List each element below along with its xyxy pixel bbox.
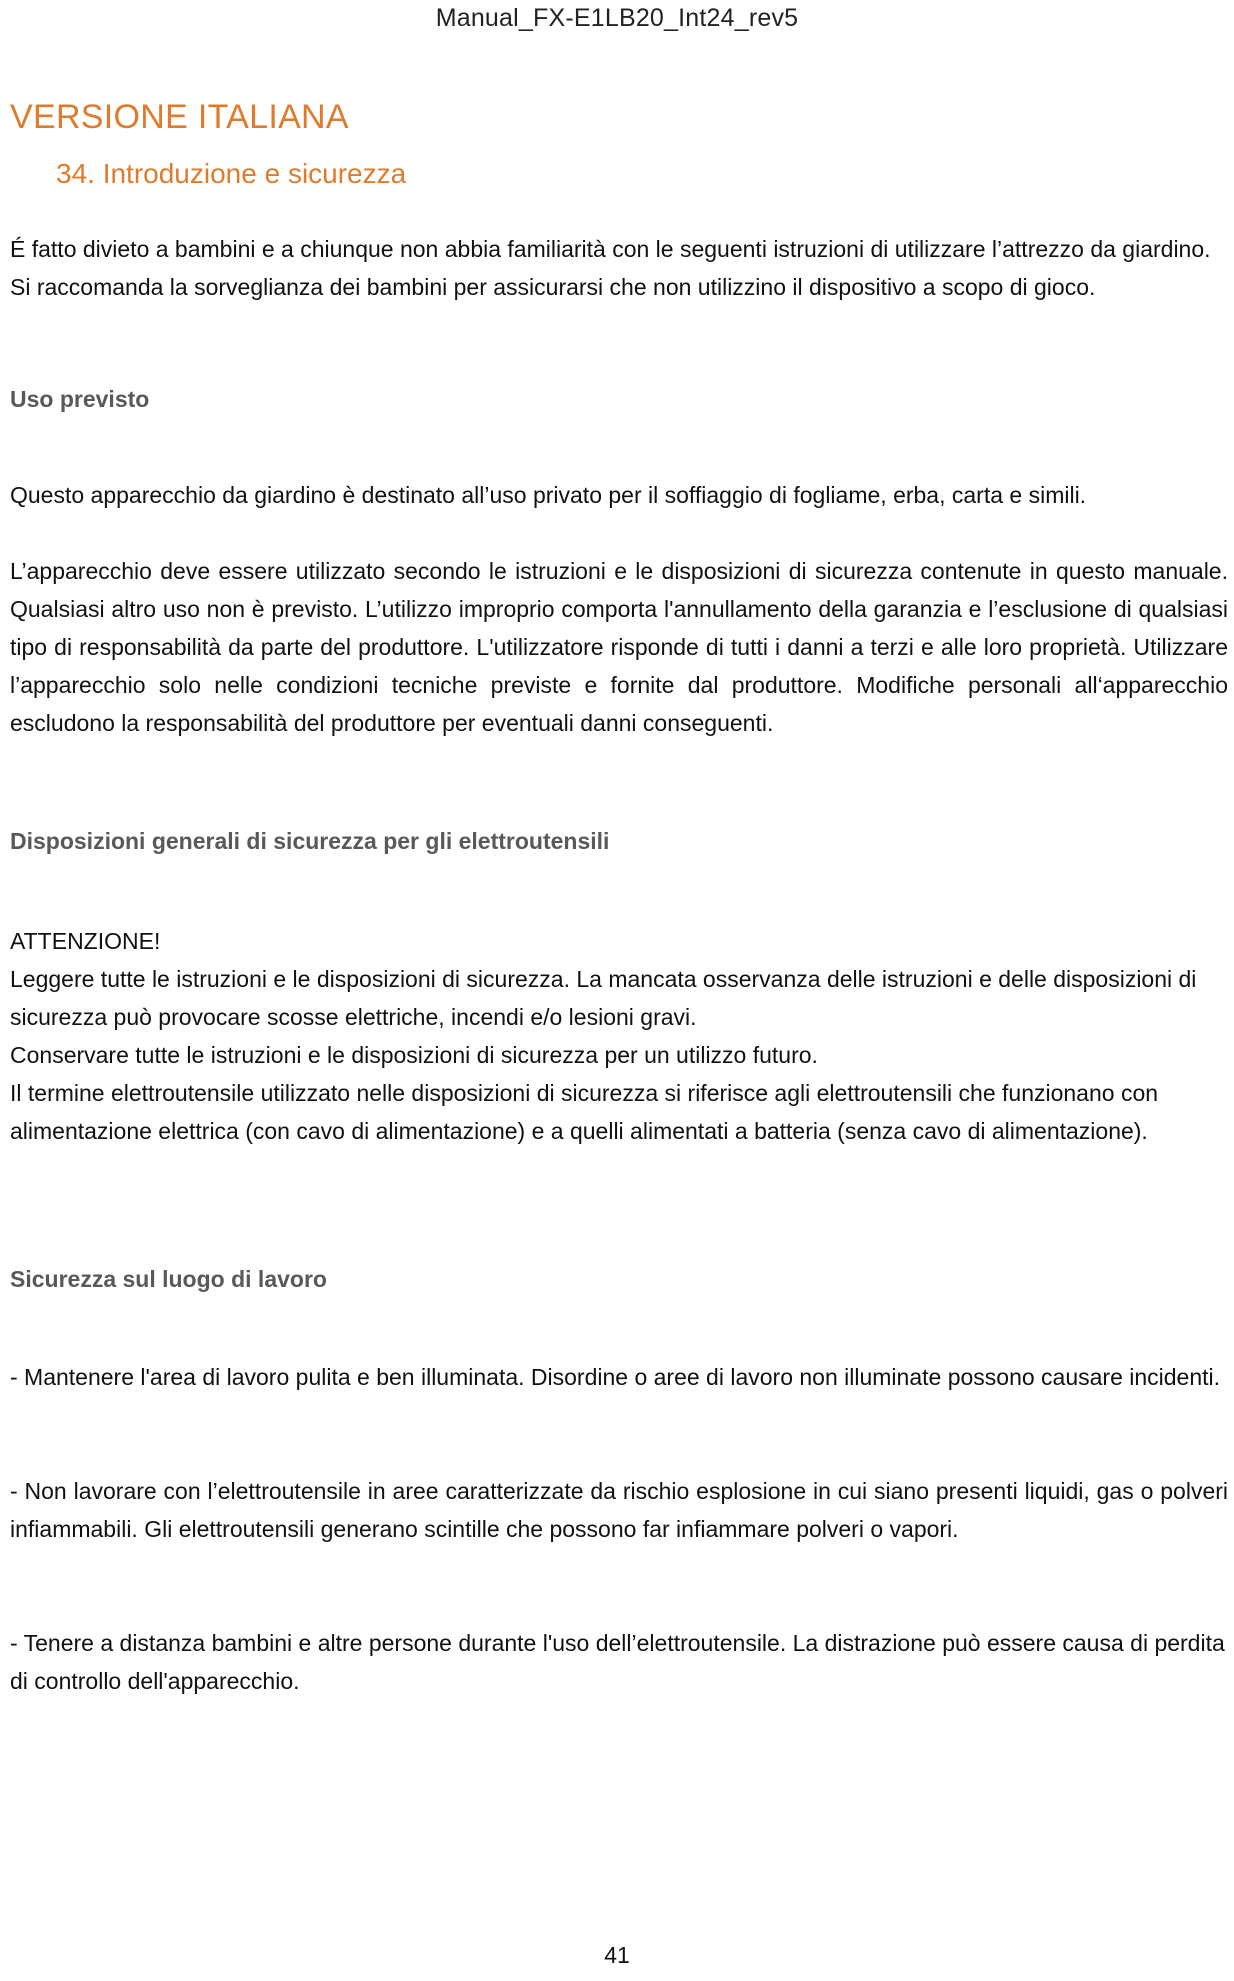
uso-previsto-paragraph-1: Questo apparecchio da giardino è destinato all’uso privato per il soffiaggio di fogliame, erba, carta e simili. [10,482,1087,508]
document-header: Manual_FX-E1LB20_Int24_rev5 [435,4,799,32]
disposizioni-paragraph-2: Conservare tutte le istruzioni e le disposizioni di sicurezza per un utilizzo futuro. [10,1042,818,1068]
section-title: VERSIONE ITALIANA [10,98,349,136]
chapter-title: 34. Introduzione e sicurezza [56,158,407,189]
disposizioni-generali-heading: Disposizioni generali di sicurezza per gli elettroutensili [10,828,610,854]
uso-previsto-paragraph-2: L’apparecchio deve essere utilizzato secondo le istruzioni e le disposizioni di sicurezza contenute in questo manuale. Qualsiasi altro uso non è previsto. L’utilizzo improprio comporta l'annullamento della garanzia e l’esclusione di qualsiasi tipo di responsabilità da parte del produttore. L'utilizzatore risponde di tutti i danni a terzi e alle loro proprietà. Utilizzare l’apparecchio solo nelle condizioni tecniche previste e fornite dal produttore. Modifiche personali all‘apparecchio escludono la responsabilità del produttore per eventuali danni conseguenti. [10,558,1228,736]
sicurezza-item-1: - Mantenere l'area di lavoro pulita e ben illuminata. Disordine o aree di lavoro non illuminate possono causare incidenti. [10,1364,1221,1390]
page-number: 41 [604,1942,630,1968]
sicurezza-item-3: - Tenere a distanza bambini e altre persone durante l'uso dell’elettroutensile. La distrazione può essere causa di perdita di controllo dell'apparecchio. [10,1630,1225,1694]
uso-previsto-heading: Uso previsto [10,386,150,412]
intro-paragraph: É fatto divieto a bambini e a chiunque non abbia familiarità con le seguenti istruzioni di utilizzare l’attrezzo da giardino. Si raccomanda la sorveglianza dei bambini per assicurarsi che non utilizzino il dispositivo a scopo di gioco. [10,236,1211,300]
sicurezza-luogo-heading: Sicurezza sul luogo di lavoro [10,1266,327,1292]
disposizioni-paragraph-3: Il termine elettroutensile utilizzato nelle disposizioni di sicurezza si riferisce agli elettroutensili che funzionano con alimentazione elettrica (con cavo di alimentazione) e a quelli alimentati a batteria (senza cavo di alimentazione). [10,1080,1159,1144]
disposizioni-paragraph-1: Leggere tutte le istruzioni e le disposizioni di sicurezza. La mancata osservanza delle istruzioni e delle disposizioni di sicurezza può provocare scosse elettriche, incendi e/o lesioni gravi. [10,966,1197,1030]
warning-label: ATTENZIONE! [10,928,161,954]
sicurezza-item-2: - Non lavorare con l’elettroutensile in aree caratterizzate da rischio esplosione in cui siano presenti liquidi, gas o polveri infiammabili. Gli elettroutensili generano scintille che possono far infiammare polveri o vapori. [10,1478,1228,1542]
